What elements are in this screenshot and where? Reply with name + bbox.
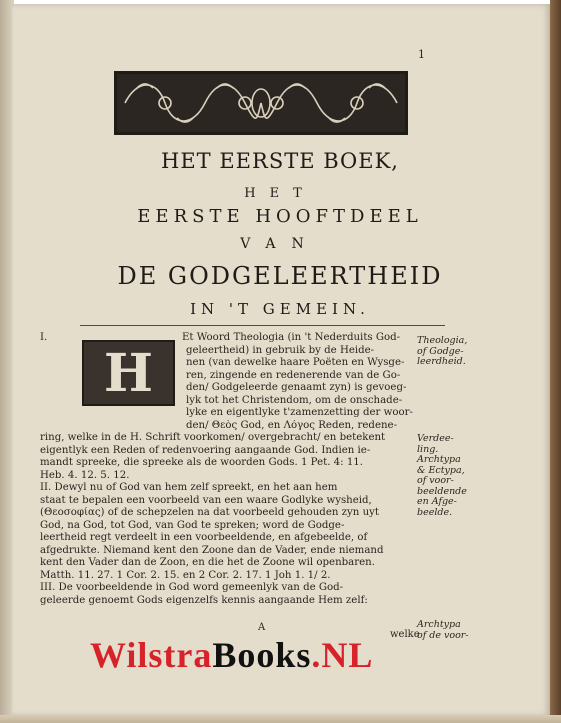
text-line: staat te bepalen een voorbeeld van een waare Godlyke wysheid, <box>40 494 372 506</box>
margin-note-theologia: Theologia, of Godge- leerdheid. <box>417 335 468 367</box>
watermark-part1: Wilstra <box>90 635 213 675</box>
title-van: VAN <box>240 236 320 252</box>
decorative-headpiece <box>114 71 408 135</box>
text-line: ren, zingende en redenerende van de Go- <box>186 369 401 381</box>
text-line: geleertheid) in gebruik by de Heide- <box>186 344 375 356</box>
book-title: HET EERSTE BOEK, <box>161 149 399 173</box>
text-line: kent den Vader dan de Zoon, en die het de Zoone wil openbaren. <box>40 557 375 568</box>
text-line: Matth. 11. 27. 1 Cor. 2. 15. en 2 Cor. 2. 17. 1 Joh 1. 1/ 2. <box>40 569 331 581</box>
title-het: HET <box>244 186 316 201</box>
section-number: I. <box>40 332 48 343</box>
main-text <box>40 332 416 607</box>
catchword: welke <box>390 629 420 640</box>
book-binding-edge <box>550 0 561 723</box>
signature-mark: A <box>258 622 266 633</box>
margin-note-archtypa: Archtypa of de voor- <box>417 619 469 641</box>
title-divider <box>80 325 445 326</box>
text-line: God, na God, tot God, van God te spreken; word de Godge- <box>40 519 345 531</box>
dropcap-letter: H <box>103 342 154 404</box>
text-line: I. Et Woord Theologia (in 't Nederduits God- <box>40 332 401 343</box>
text-line: lyke en eigentlyke t'zamenzetting der woor- <box>186 407 413 418</box>
text-line: (Θεοσοφίας) of de schepzelen na dat voorbeeld gehouden zyn uyt <box>40 507 379 518</box>
page-bottom-edge <box>0 715 561 723</box>
text-line: leertheid regt verdeelt in een voorbeeldende, en afgebeelde, of <box>40 532 368 543</box>
ornament-scroll-icon <box>117 74 405 132</box>
text-line: den/ Godgeleerde genaamt zyn) is gevoeg- <box>186 382 407 393</box>
watermark-part2: Books <box>212 635 312 675</box>
text-line: ring, welke in de H. Schrift voorkomen/ overgebracht/ en betekent <box>40 432 386 443</box>
text-line: mandt spreeke, die spreeke als de woorden Gods. 1 Pet. 4: 11. <box>40 457 364 468</box>
text-line: nen (van dewelke haare Poëten en Wysge- <box>186 357 405 368</box>
chapter-subtitle: IN 'T GEMEIN. <box>190 300 370 318</box>
text-line: II. Dewyl nu of God van hem zelf spreekt, en het aan hem <box>40 482 338 493</box>
text-line: den/ Θεὸς God, en Λόγος Reden, redene- <box>186 419 398 431</box>
chapter-subject: DE GODGELEERTHEID <box>117 262 443 290</box>
watermark-logo <box>90 634 490 676</box>
page-number: 1 <box>418 48 425 61</box>
text-line: geleerde genoemt Gods eigenzelfs kennis aangaande Hem zelf: <box>40 594 368 606</box>
text-line: III. De voorbeeldende in God word gemeenlyk van de God- <box>40 582 344 593</box>
watermark-part3: .NL <box>311 635 374 675</box>
text-line: lyk tot het Christendom, om de onschade- <box>186 394 403 406</box>
margin-note-verdeeling: Verdee- ling. Archtypa & Ectypa, of voor- beeldende en Afge- beelde. <box>417 433 467 518</box>
text-line: Heb. 4. 12. 5. 12. <box>40 469 130 481</box>
text-line: afgedrukte. Niemand kent den Zoone dan de Vader, ende niemand <box>40 544 384 556</box>
text-line: eigentlyk een Reden of redenvoering aangaande God. Indien ie- <box>40 444 371 456</box>
chapter-heading: EERSTE HOOFTDEEL <box>137 206 423 227</box>
